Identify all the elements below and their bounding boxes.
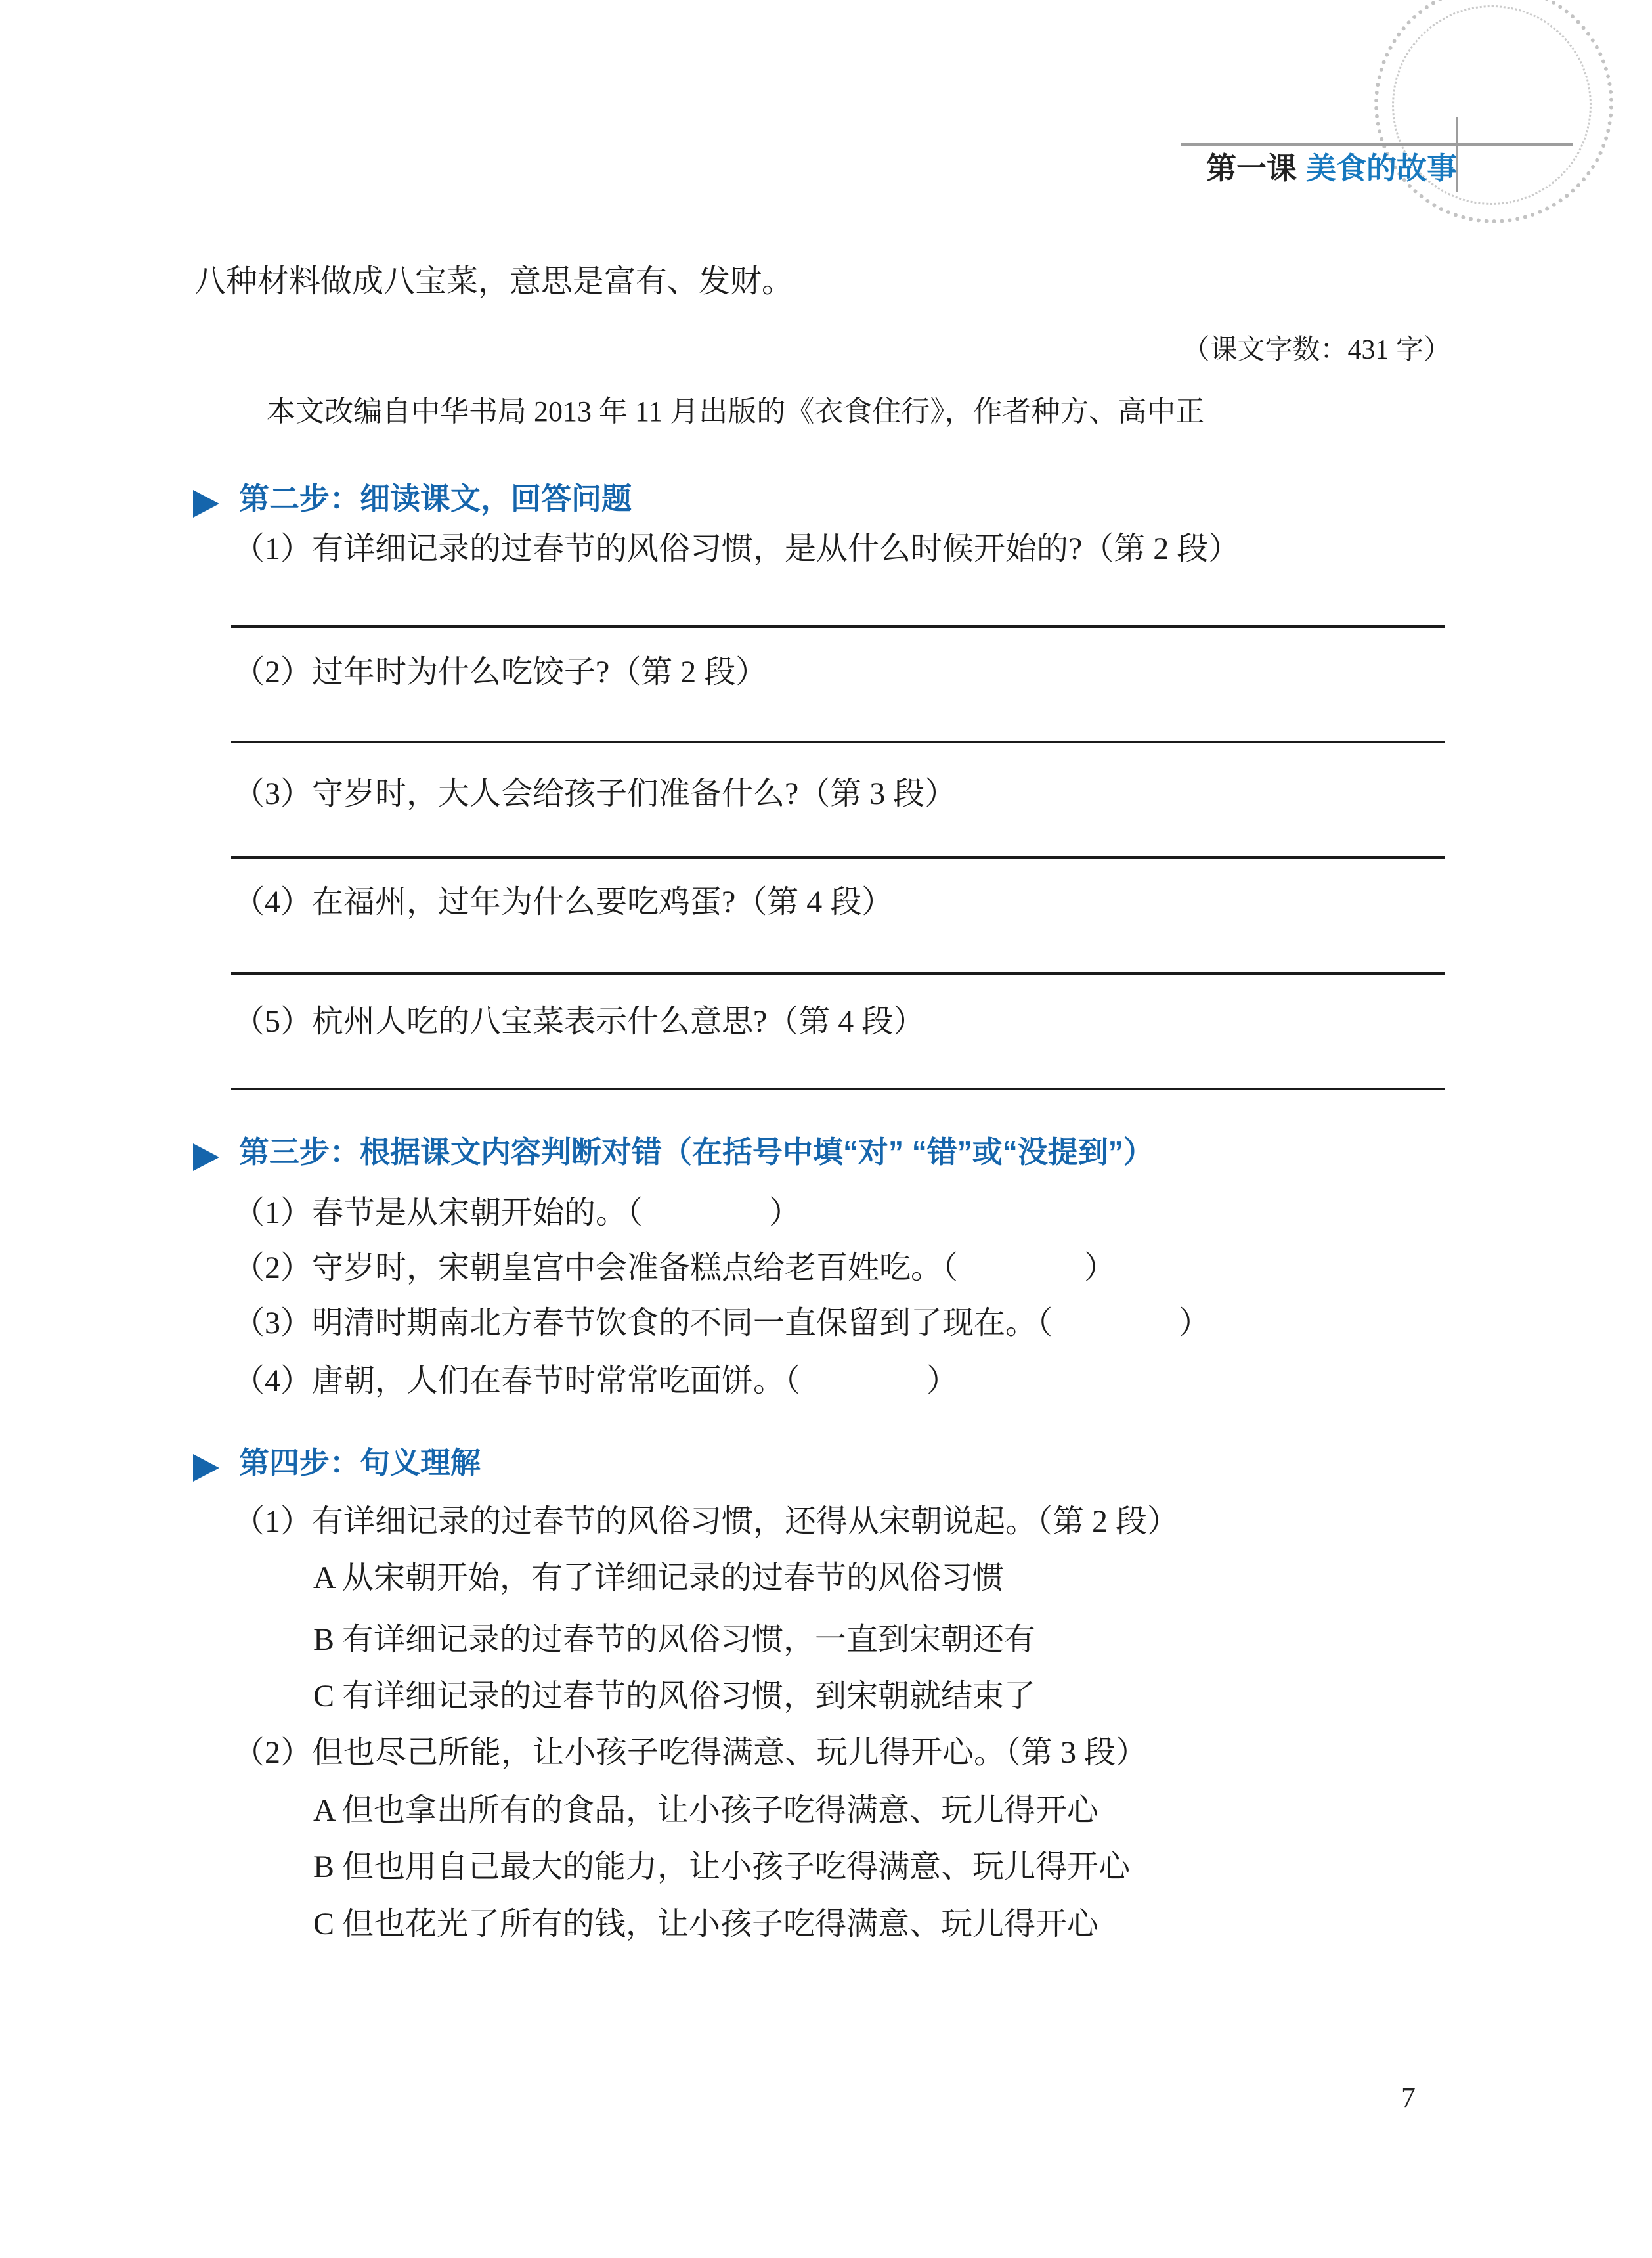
question-text: （4）在福州，过年为什么要吃鸡蛋?（第 4 段）: [233, 885, 894, 919]
option-text: A 但也拿出所有的食品，让小孩子吃得满意、玩儿得开心: [313, 1793, 1099, 1828]
lesson-number: 第一课: [1206, 151, 1297, 185]
answer-line: [231, 741, 1445, 743]
source-attribution: 本文改编自中华书局 2013 年 11 月出版的《衣食住行》，作者种方、高中正: [267, 395, 1205, 428]
true-false-statement: （2）守岁时，宋朝皇宫中会准备糕点给老百姓吃。（ ）: [233, 1251, 1116, 1285]
answer-line: [231, 1088, 1445, 1090]
option-text: C 有详细记录的过春节的风俗习惯，到宋朝就结束了: [313, 1679, 1036, 1714]
triangle-arrow-icon: [193, 1454, 219, 1482]
step3-heading: 第三步：根据课文内容判断对错（在括号中填“对” “错”或“没提到”）: [239, 1135, 1154, 1169]
page-number: 7: [1401, 2081, 1416, 2114]
running-head: [1206, 151, 1457, 185]
question-text: （5）杭州人吃的八宝菜表示什么意思?（第 4 段）: [233, 1004, 925, 1039]
header-horizontal-rule: [1181, 143, 1573, 146]
question-text: （3）守岁时，大人会给孩子们准备什么?（第 3 段）: [233, 776, 957, 811]
answer-line: [231, 856, 1445, 859]
answer-line: [231, 625, 1445, 628]
option-text: B 但也用自己最大的能力，让小孩子吃得满意、玩儿得开心: [313, 1849, 1131, 1884]
step2-heading: 第二步：细读课文，回答问题: [239, 481, 632, 516]
option-text: B 有详细记录的过春节的风俗习惯，一直到宋朝还有: [313, 1622, 1036, 1657]
passage-last-line: 八种材料做成八宝菜，意思是富有、发财。: [194, 264, 794, 299]
true-false-statement: （3）明清时期南北方春节饮食的不同一直保留到了现在。（ ）: [233, 1306, 1211, 1340]
step4-heading: 第四步：句义理解: [239, 1446, 481, 1480]
word-count-note: （课文字数：431 字）: [1182, 335, 1451, 365]
comprehension-stem: （1）有详细记录的过春节的风俗习惯，还得从宋朝说起。（第 2 段）: [233, 1504, 1179, 1539]
true-false-statement: （1）春节是从宋朝开始的。（ ）: [233, 1195, 801, 1230]
option-text: A 从宋朝开始，有了详细记录的过春节的风俗习惯: [313, 1561, 1005, 1595]
comprehension-stem: （2）但也尽己所能，让小孩子吃得满意、玩儿得开心。（第 3 段）: [233, 1735, 1148, 1770]
triangle-arrow-icon: [193, 490, 219, 518]
triangle-arrow-icon: [193, 1143, 219, 1171]
true-false-statement: （4）唐朝，人们在春节时常常吃面饼。（ ）: [233, 1363, 959, 1398]
answer-line: [231, 972, 1445, 975]
option-text: C 但也花光了所有的钱，让小孩子吃得满意、玩儿得开心: [313, 1907, 1099, 1941]
question-text: （2）过年时为什么吃饺子?（第 2 段）: [233, 655, 768, 690]
lesson-title: 美食的故事: [1306, 151, 1457, 185]
question-text: （1）有详细记录的过春节的风俗习惯，是从什么时候开始的?（第 2 段）: [233, 531, 1240, 566]
